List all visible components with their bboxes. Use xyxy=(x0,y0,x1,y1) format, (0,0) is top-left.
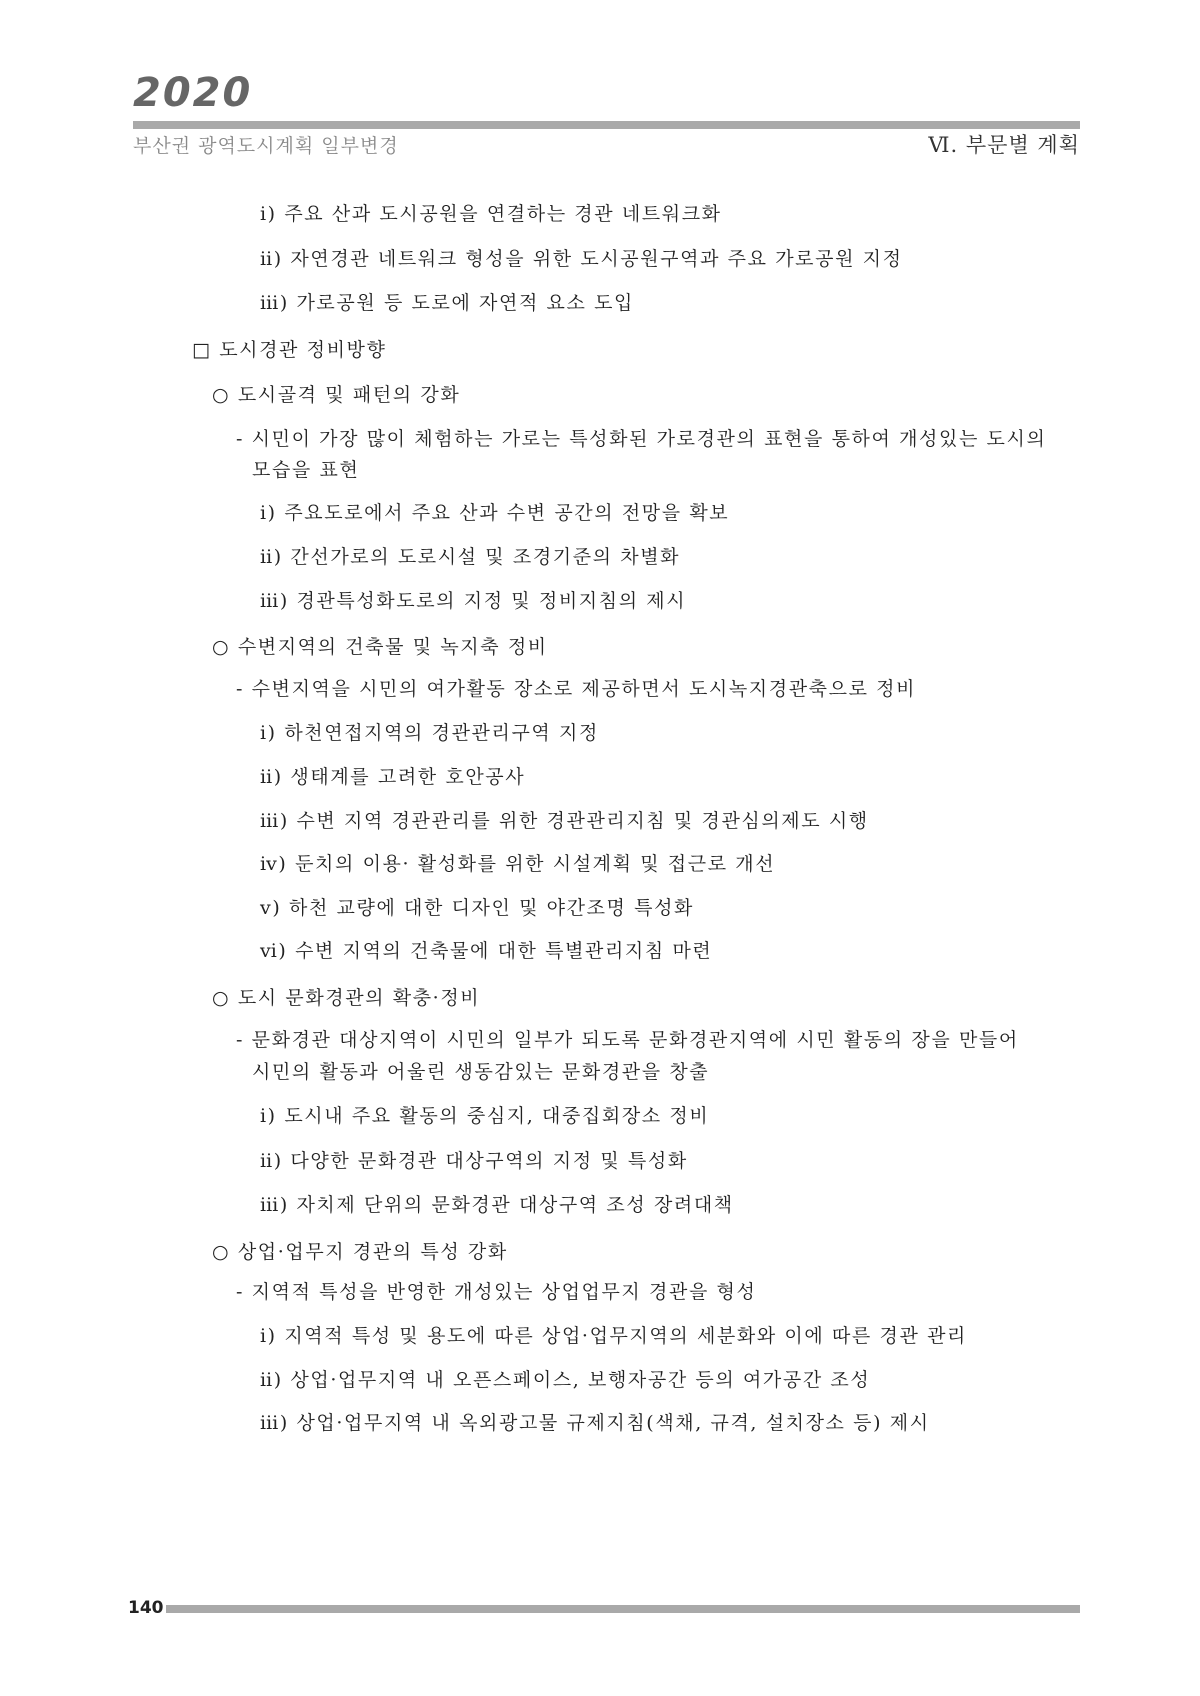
list-item: ⅱ) 상업·업무지역 내 오픈스페이스, 보행자공간 등의 여가공간 조성 xyxy=(260,1369,871,1391)
list-item: ⅲ) 자치제 단위의 문화경관 대상구역 조성 장려대책 xyxy=(260,1194,734,1216)
bullet-heading: ○ 상업·업무지 경관의 특성 강화 xyxy=(212,1241,508,1263)
year-label: 2020 xyxy=(133,70,253,116)
dash-item: - 수변지역을 시민의 여가활동 장소로 제공하면서 도시녹지경관축으로 정비 xyxy=(236,678,917,700)
list-item: ⅲ) 수변 지역 경관관리를 위한 경관관리지침 및 경관심의제도 시행 xyxy=(260,810,869,832)
dash-item: - 지역적 특성을 반영한 개성있는 상업업무지 경관을 형성 xyxy=(236,1281,757,1303)
list-item: ⅲ) 경관특성화도로의 지정 및 정비지침의 제시 xyxy=(260,590,687,612)
header-rule xyxy=(133,121,1080,129)
list-item: ⅰ) 지역적 특성 및 용도에 따른 상업·업무지역의 세분화와 이에 따른 경관 관리 xyxy=(260,1325,967,1347)
list-item: ⅱ) 자연경관 네트워크 형성을 위한 도시공원구역과 주요 가로공원 지정 xyxy=(260,248,903,270)
list-item: ⅲ) 가로공원 등 도로에 자연적 요소 도입 xyxy=(260,292,634,314)
bullet-heading: ○ 도시골격 및 패턴의 강화 xyxy=(212,384,461,406)
document-title: 부산권 광역도시계획 일부변경 xyxy=(133,135,399,157)
list-item: ⅳ) 둔치의 이용· 활성화를 위한 시설계획 및 접근로 개선 xyxy=(260,853,776,875)
list-item: ⅲ) 상업·업무지역 내 옥외광고물 규제지침(색채, 규격, 설치장소 등) 제시 xyxy=(260,1412,930,1434)
list-item: ⅰ) 주요도로에서 주요 산과 수변 공간의 전망을 확보 xyxy=(260,502,730,524)
list-item: ⅰ) 주요 산과 도시공원을 연결하는 경관 네트워크화 xyxy=(260,203,722,225)
section-heading: □ 도시경관 정비방향 xyxy=(192,339,387,361)
dash-item-continuation: 시민의 활동과 어울린 생동감있는 문화경관을 창출 xyxy=(252,1061,710,1083)
dash-item-continuation: 모습을 표현 xyxy=(252,459,360,481)
bullet-heading: ○ 도시 문화경관의 확충·정비 xyxy=(212,987,481,1009)
list-item: ⅱ) 간선가로의 도로시설 및 조경기준의 차별화 xyxy=(260,546,681,568)
list-item: ⅰ) 하천연접지역의 경관관리구역 지정 xyxy=(260,722,599,744)
list-item: ⅱ) 생태계를 고려한 호안공사 xyxy=(260,766,526,788)
footer-rule xyxy=(166,1605,1080,1613)
bullet-heading: ○ 수변지역의 건축물 및 녹지축 정비 xyxy=(212,636,548,658)
page-number: 140 xyxy=(128,1598,164,1618)
dash-item: - 시민이 가장 많이 체험하는 가로는 특성화된 가로경관의 표현을 통하여 개성있는 도시의 xyxy=(236,428,1047,450)
list-item: ⅵ) 수변 지역의 건축물에 대한 특별관리지침 마련 xyxy=(260,940,713,962)
dash-item: - 문화경관 대상지역이 시민의 일부가 되도록 문화경관지역에 시민 활동의 장을 만들어 xyxy=(236,1029,1019,1051)
list-item: ⅱ) 다양한 문화경관 대상구역의 지정 및 특성화 xyxy=(260,1150,688,1172)
list-item: ⅰ) 도시내 주요 활동의 중심지, 대중집회장소 정비 xyxy=(260,1105,710,1127)
chapter-title: Ⅵ. 부문별 계획 xyxy=(928,133,1080,157)
list-item: ⅴ) 하천 교량에 대한 디자인 및 야간조명 특성화 xyxy=(260,897,694,919)
